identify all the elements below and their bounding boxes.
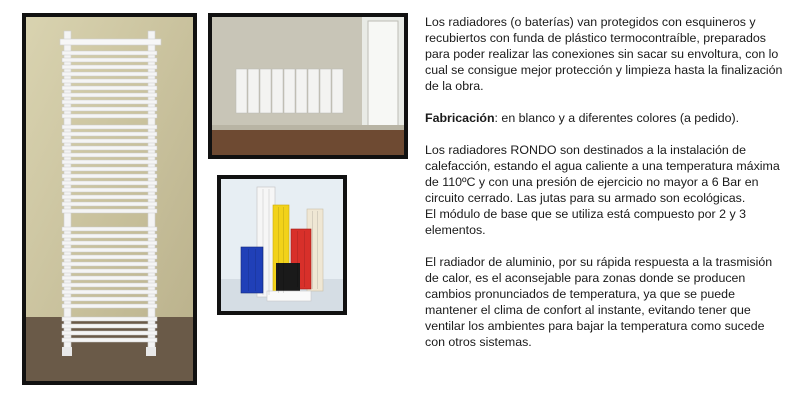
radiator-tube bbox=[62, 234, 157, 238]
colored-radiators-illustration bbox=[221, 179, 343, 311]
panel-radiator-photo bbox=[208, 13, 408, 159]
radiator-tube bbox=[62, 304, 157, 308]
fabrication-text: : en blanco y a diferentes colores (a pedido). bbox=[494, 111, 740, 125]
radiator-tube bbox=[62, 317, 157, 321]
radiator-tube bbox=[62, 241, 157, 245]
radiator-tube bbox=[62, 114, 157, 118]
radiator-tube bbox=[62, 125, 157, 129]
radiator-tube bbox=[62, 65, 157, 69]
radiator-tube bbox=[62, 209, 157, 213]
radiator-tube bbox=[62, 338, 157, 342]
module-text: El módulo de base que se utiliza está compuesto por 2 y 3 elementos. bbox=[425, 207, 746, 237]
radiator-tube bbox=[62, 283, 157, 287]
radiator-tube bbox=[62, 262, 157, 266]
rondo-text: Los radiadores RONDO son destinados a la instalación de calefacción, estando el agua caliente a una temperatura máxima de 110ºC y con una presión de ejercicio no mayor a 6 Bar en circuito cerrado. Las jutas para su armado son ecológicas. bbox=[425, 143, 780, 205]
fabrication-paragraph bbox=[425, 110, 787, 126]
radiator-tube bbox=[62, 93, 157, 97]
radiator-tube bbox=[62, 51, 157, 55]
towel-radiator-illustration bbox=[26, 17, 193, 381]
radiator-tube bbox=[62, 324, 157, 328]
radiator-fin bbox=[308, 69, 319, 113]
radiator-tube bbox=[62, 153, 157, 157]
radiator-tube bbox=[62, 174, 157, 178]
radiator-tube bbox=[62, 276, 157, 280]
radiator-fin bbox=[260, 69, 271, 113]
radiator-fin bbox=[248, 69, 259, 113]
radiator-fin bbox=[236, 69, 247, 113]
radiator-tube bbox=[62, 79, 157, 83]
towel-radiator-photo bbox=[22, 13, 197, 385]
radiator-tube bbox=[62, 100, 157, 104]
radiator-tube bbox=[62, 248, 157, 252]
radiator-tube bbox=[62, 139, 157, 143]
radiator-tube bbox=[62, 86, 157, 90]
radiator-tube bbox=[62, 195, 157, 199]
radiator-tube bbox=[62, 188, 157, 192]
radiator-tube bbox=[62, 255, 157, 259]
radiator-tube bbox=[62, 331, 157, 335]
panel-radiator-illustration bbox=[212, 17, 404, 155]
radiator-tube bbox=[62, 160, 157, 164]
colored-radiators-photo bbox=[217, 175, 347, 315]
radiator-fin bbox=[284, 69, 295, 113]
radiator-tube bbox=[62, 167, 157, 171]
radiator-fin bbox=[332, 69, 343, 113]
radiator-tube bbox=[62, 58, 157, 62]
rondo-paragraph bbox=[425, 142, 787, 238]
radiator-fin bbox=[296, 69, 307, 113]
radiator-tube bbox=[62, 72, 157, 76]
description-text bbox=[425, 14, 787, 366]
radiator-tube bbox=[62, 202, 157, 206]
radiator-tube bbox=[62, 297, 157, 301]
radiator-tube bbox=[62, 132, 157, 136]
radiator-fin bbox=[320, 69, 331, 113]
aluminum-paragraph: El radiador de aluminio, por su rápida respuesta a la trasmisión de calor, es el aconsejable para zonas donde se producen cambios pronunciados de temperatura, ya que se puede mantener el clima de confort al instante, evitando tener que ventilar los ambientes para bajar la temperatura como sucede con otros sistemas. bbox=[425, 255, 773, 349]
radiator-tube bbox=[62, 146, 157, 150]
radiator-tube bbox=[62, 269, 157, 273]
radiator-tube bbox=[62, 181, 157, 185]
radiator-fin bbox=[272, 69, 283, 113]
radiator-tube bbox=[62, 290, 157, 294]
intro-paragraph: Los radiadores (o baterías) van protegidos con esquineros y recubiertos con funda de plástico termocontraíble, preparados para poder realizar las conexiones sin sacar su envoltura, con lo cual se consigue mejor protección y limpieza hasta la finalización de la obra. bbox=[425, 15, 783, 93]
radiator-tube bbox=[62, 107, 157, 111]
fabrication-label: Fabricación bbox=[425, 111, 495, 125]
radiator-tube bbox=[62, 227, 157, 231]
